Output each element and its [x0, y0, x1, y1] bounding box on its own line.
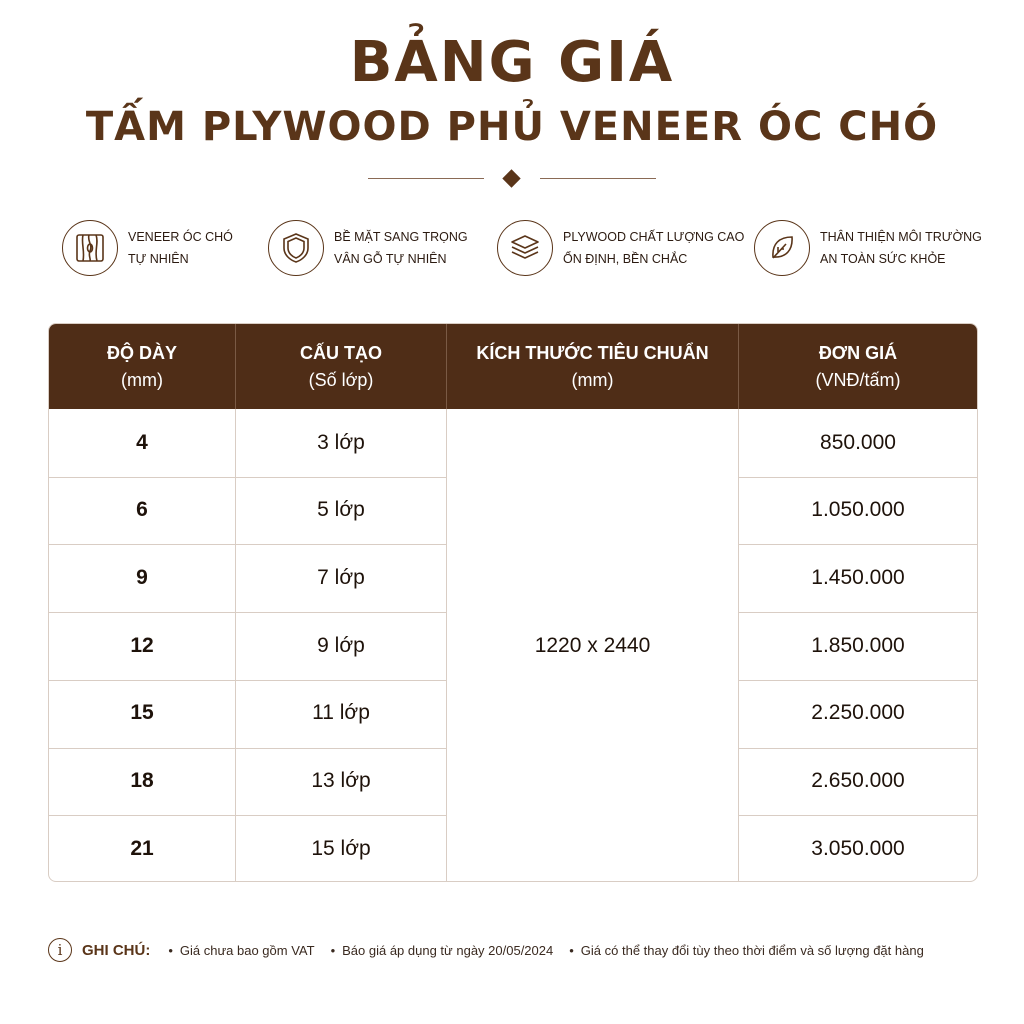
note-item: • Báo giá áp dụng từ ngày 20/05/2024 [331, 943, 554, 958]
notes-bar [48, 934, 988, 966]
feature-luxury-surface [268, 218, 468, 278]
layers-cell: 15 lớp [311, 836, 371, 860]
price-table [48, 323, 978, 882]
feature-line2: ỔN ĐỊNH, BỀN CHẮC [563, 252, 688, 266]
price-cell: 1.050.000 [811, 498, 905, 522]
layers-cell: 9 lớp [317, 633, 365, 657]
page-title: BẢNG GIÁ [349, 30, 675, 95]
wood-grain-icon [62, 220, 118, 276]
thickness-cell: 6 [136, 498, 148, 522]
thickness-cell: 9 [136, 565, 148, 589]
feature-line1: BỀ MẶT SANG TRỌNG [334, 230, 468, 244]
thickness-cell: 4 [136, 430, 148, 454]
leaf-icon [754, 220, 810, 276]
layers-cell: 11 lớp [312, 701, 370, 725]
header-thickness: ĐỘ DÀY (mm) [106, 342, 177, 390]
note-item: • Giá có thể thay đổi tùy theo thời điểm và số lượng đặt hàng [569, 943, 924, 958]
thickness-cell: 18 [130, 769, 154, 792]
note-item: • Giá chưa bao gồm VAT [168, 943, 314, 958]
price-cell: 1.850.000 [811, 633, 905, 657]
layers-cell: 13 lớp [311, 769, 371, 792]
layers-cell: 3 lớp [317, 430, 365, 454]
thickness-cell: 15 [130, 701, 154, 725]
shield-icon [268, 220, 324, 276]
feature-high-quality-plywood [497, 218, 744, 278]
price-cell: 2.650.000 [811, 769, 905, 792]
diamond-ornament-icon [502, 169, 520, 187]
page-subtitle: TẤM PLYWOOD PHỦ VENEER ÓC CHÓ [85, 104, 939, 150]
thickness-cell: 21 [130, 836, 154, 860]
header-layers: CẤU TẠO (Số lớp) [300, 342, 382, 390]
price-cell: 2.250.000 [811, 701, 905, 725]
layers-cell: 5 lớp [317, 498, 365, 522]
price-cell: 3.050.000 [811, 836, 905, 860]
price-cell: 1.450.000 [811, 565, 905, 589]
price-cell: 850.000 [820, 430, 896, 454]
feature-line1: THÂN THIỆN MÔI TRƯỜNG [820, 230, 982, 244]
layers-cell: 7 lớp [317, 565, 365, 589]
info-icon: i [48, 938, 72, 962]
header-price: ĐƠN GIÁ (VNĐ/tấm) [815, 342, 901, 390]
feature-eco-friendly [754, 218, 982, 278]
notes-label: GHI CHÚ: [82, 941, 151, 959]
feature-line2: VÂN GỖ TỰ NHIÊN [334, 252, 447, 266]
title-divider [368, 168, 656, 190]
feature-line1: VENEER ÓC CHÓ [128, 230, 233, 244]
feature-line1: PLYWOOD CHẤT LƯỢNG CAO [563, 230, 745, 244]
feature-natural-veneer [62, 218, 233, 278]
standard-size-cell: 1220 x 2440 [447, 409, 738, 882]
feature-line2: TỰ NHIÊN [128, 252, 189, 266]
feature-line2: AN TOÀN SỨC KHỎE [820, 252, 946, 266]
layers-icon [497, 220, 553, 276]
thickness-cell: 12 [130, 633, 154, 657]
header-size: KÍCH THƯỚC TIÊU CHUẨN (mm) [476, 342, 709, 390]
table-header [49, 324, 977, 409]
